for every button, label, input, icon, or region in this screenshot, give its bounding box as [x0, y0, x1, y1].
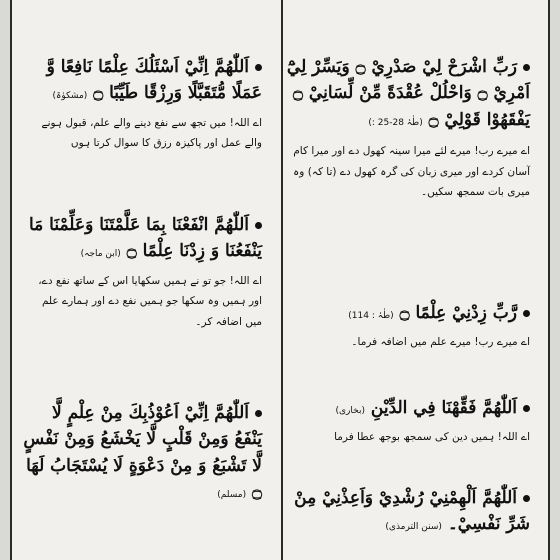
left-dua-1 [22, 54, 262, 154]
dua-reference: (مسلم) [217, 490, 247, 501]
dua-reference: (طٰہٰ 28-25 :) [368, 117, 423, 128]
dua-reference: (مشکوٰۃ) [52, 91, 88, 102]
left-dua-3 [22, 400, 262, 505]
dua-reference: (سنن الترمذی) [385, 522, 442, 533]
bullet-icon [255, 64, 262, 71]
bullet-icon [523, 64, 530, 71]
right-dua-1 [284, 54, 530, 202]
dua-arabic: اَللّٰهُمَّ اِنِّيْ اَعُوْذُبِكَ مِنْ عِلْمٍ لَّا يَنْفَعُ وَمِنْ قَلْبٍ لَّا يَخْشَعُ وَمِنْ نَفْسٍ لَّا تَشْبَعُ وَ مِنْ دَعْوَةٍ لَا يُسْتَجَابُ لَهَا ۝ [23, 403, 262, 503]
dua-translation: اے میرے رب! میرے لئے میرا سینہ کھول دے اور میرا کام آسان کردے اور میری زبان کی گرہ کھول دے (تا کہ) وہ میری بات سمجھ سکیں۔ [293, 145, 530, 198]
dua-reference: (بخاری) [335, 406, 365, 416]
dua-arabic: اَللّٰهُمَّ انْفَعْنَا بِمَا عَلَّمْتَنَا وَعَلِّمْنَا مَا يَنْفَعُنَا وَ زِدْنَا عِلْمًا ۝ [28, 215, 262, 262]
left-dua-2 [22, 212, 262, 332]
dua-arabic: رَبِّ اشْرَحْ لِيْ صَدْرِيْ ۝ وَيَسِّرْ لِيْٓ اَمْرِيْ ۝ وَاحْلُلْ عُقْدَةً مِّنْ لِّسَانِيْ ۝ يَفْقَهُوْا قَوْلِيْ ۝ [286, 57, 530, 130]
right-dua-2 [284, 300, 530, 353]
dua-reference: (طٰہٰ : 114) [348, 311, 394, 321]
bullet-icon [255, 222, 262, 229]
dua-translation: اے اللہ! ہمیں دین کی سمجھ بوجھ عطا فرما [334, 431, 530, 444]
dua-arabic: اَللّٰهُمَّ اِنِّيْ اَسْئَلُكَ عِلْمًا نَافِعًا وَّ عَمَلًا مُّتَقَبَّلًا وَرِزْقًا طَيِّبًا ۝ [46, 57, 262, 104]
dua-arabic: اَللّٰهُمَّ اَلْهِمْنِيْ رُشْدِيْ وَاَعِذْنِيْ مِنْ شَرِّ نَفْسِيْ۔ [294, 488, 530, 535]
dua-reference: (ابن ماجہ) [80, 249, 121, 260]
dua-translation: اے میرے رب! میرے علم میں اضافہ فرما۔ [351, 336, 530, 349]
column-divider [281, 0, 283, 560]
bullet-icon [255, 410, 262, 417]
right-dua-4 [284, 485, 530, 538]
bullet-icon [523, 405, 530, 412]
dua-translation: اے اللہ! جو تو نے ہمیں سکھایا اس کے ساتھ نفع دے، اور ہمیں وہ سکھا جو ہمیں نفع دے اور ہمارے علم میں اضافہ کر۔ [38, 274, 262, 328]
bullet-icon [523, 495, 530, 502]
right-dua-3 [284, 395, 530, 448]
dua-arabic: رَّبِّ زِدْنِيْ عِلْمًا ۝ [399, 303, 517, 323]
dua-arabic: اَللّٰهُمَّ فَقِّهْنَا فِي الدِّيْنِ [370, 398, 517, 418]
dua-translation: اے اللہ! میں تجھ سے نفع دینے والے علم، قبول ہونے والے عمل اور پاکیزہ رزق کا سوال کرتا ہوں [41, 116, 262, 150]
bullet-icon [523, 310, 530, 317]
